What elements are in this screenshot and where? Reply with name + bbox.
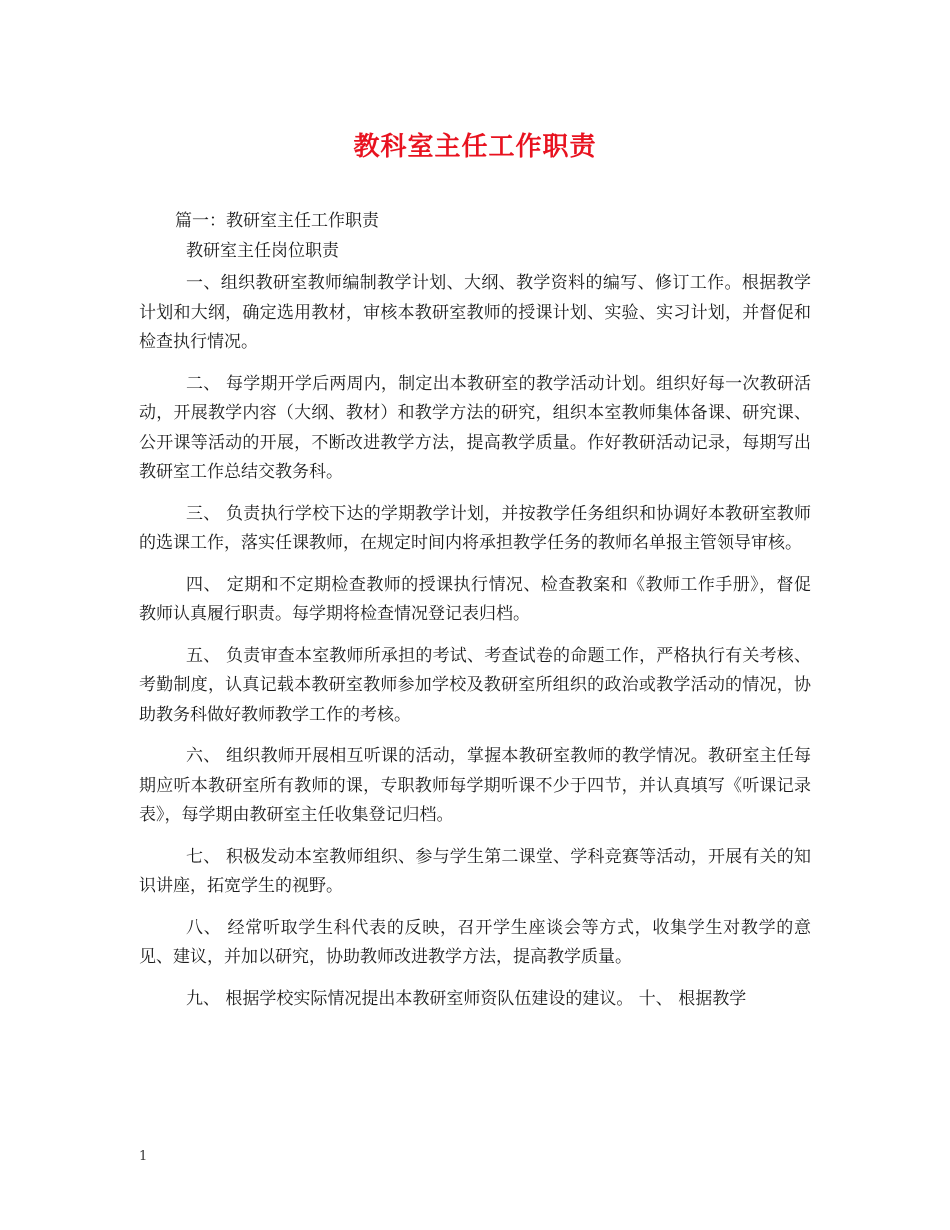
paragraph-9: 九、 根据学校实际情况提出本教研室师资队伍建设的建议。 十、 根据教学 (186, 988, 747, 1009)
section-header (139, 207, 811, 266)
paragraph-2: 二、 每学期开学后两周内，制定出本教研室的教学活动计划。组织好每一次教研活动，开展教学内容（大纲、教材）和教学方法的研究，组织本室教师集体备课、研究课、公开课等活动的开展，不断改进教学方法，提高教学质量。作好教研活动记录，每期写出教研室工作总结交教务科。 (139, 373, 811, 482)
paragraph-1: 一、组织教研室教师编制教学计划、大纲、教学资料的编写、修订工作。根据教学计划和大纲，确定选用教材，审核本教研室教师的授课计划、实验、实习计划，并督促和检查执行情况。 (139, 273, 811, 352)
page-number: 1 (139, 1149, 148, 1164)
section-heading: 篇一：教研室主任工作职责 (175, 211, 379, 231)
document-title: 教科室主任工作职责 (353, 132, 597, 162)
paragraph-5: 五、 负责审查本室教师所承担的考试、考查试卷的命题工作，严格执行有关考核、考勤制度，认真记载本教研室教师参加学校及教研室所组织的政治或教学活动的情况，协助教务科做好教师教学工作的考核。 (139, 645, 811, 725)
subheading: 教研室主任岗位职责 (186, 240, 339, 261)
paragraph-4: 四、 定期和不定期检查教师的授课执行情况、检查教案和《教师工作手册》，督促教师认真履行职责。每学期将检查情况登记表归档。 (139, 574, 811, 624)
document-body (139, 207, 811, 1014)
paragraph-7: 七、 积极发动本室教师组织、参与学生第二课堂、学科竞赛等活动，开展有关的知识讲座，拓宽学生的视野。 (139, 846, 811, 896)
paragraph-8: 八、 经常听取学生科代表的反映，召开学生座谈会等方式，收集学生对教学的意见、建议，并加以研究，协助教师改进教学方法，提高教学质量。 (139, 917, 811, 967)
paragraph-3: 三、 负责执行学校下达的学期教学计划，并按教学任务组织和协调好本教研室教师的选课工作，落实任课教师，在规定时间内将承担教学任务的教师名单报主管领导审核。 (139, 503, 811, 553)
paragraph-6: 六、 组织教师开展相互听课的活动，掌握本教研室教师的教学情况。教研室主任每期应听本教研室所有教师的课，专职教师每学期听课不少于四节，并认真填写《听课记录表》，每学期由教研室主任收集登记归档。 (139, 746, 811, 825)
